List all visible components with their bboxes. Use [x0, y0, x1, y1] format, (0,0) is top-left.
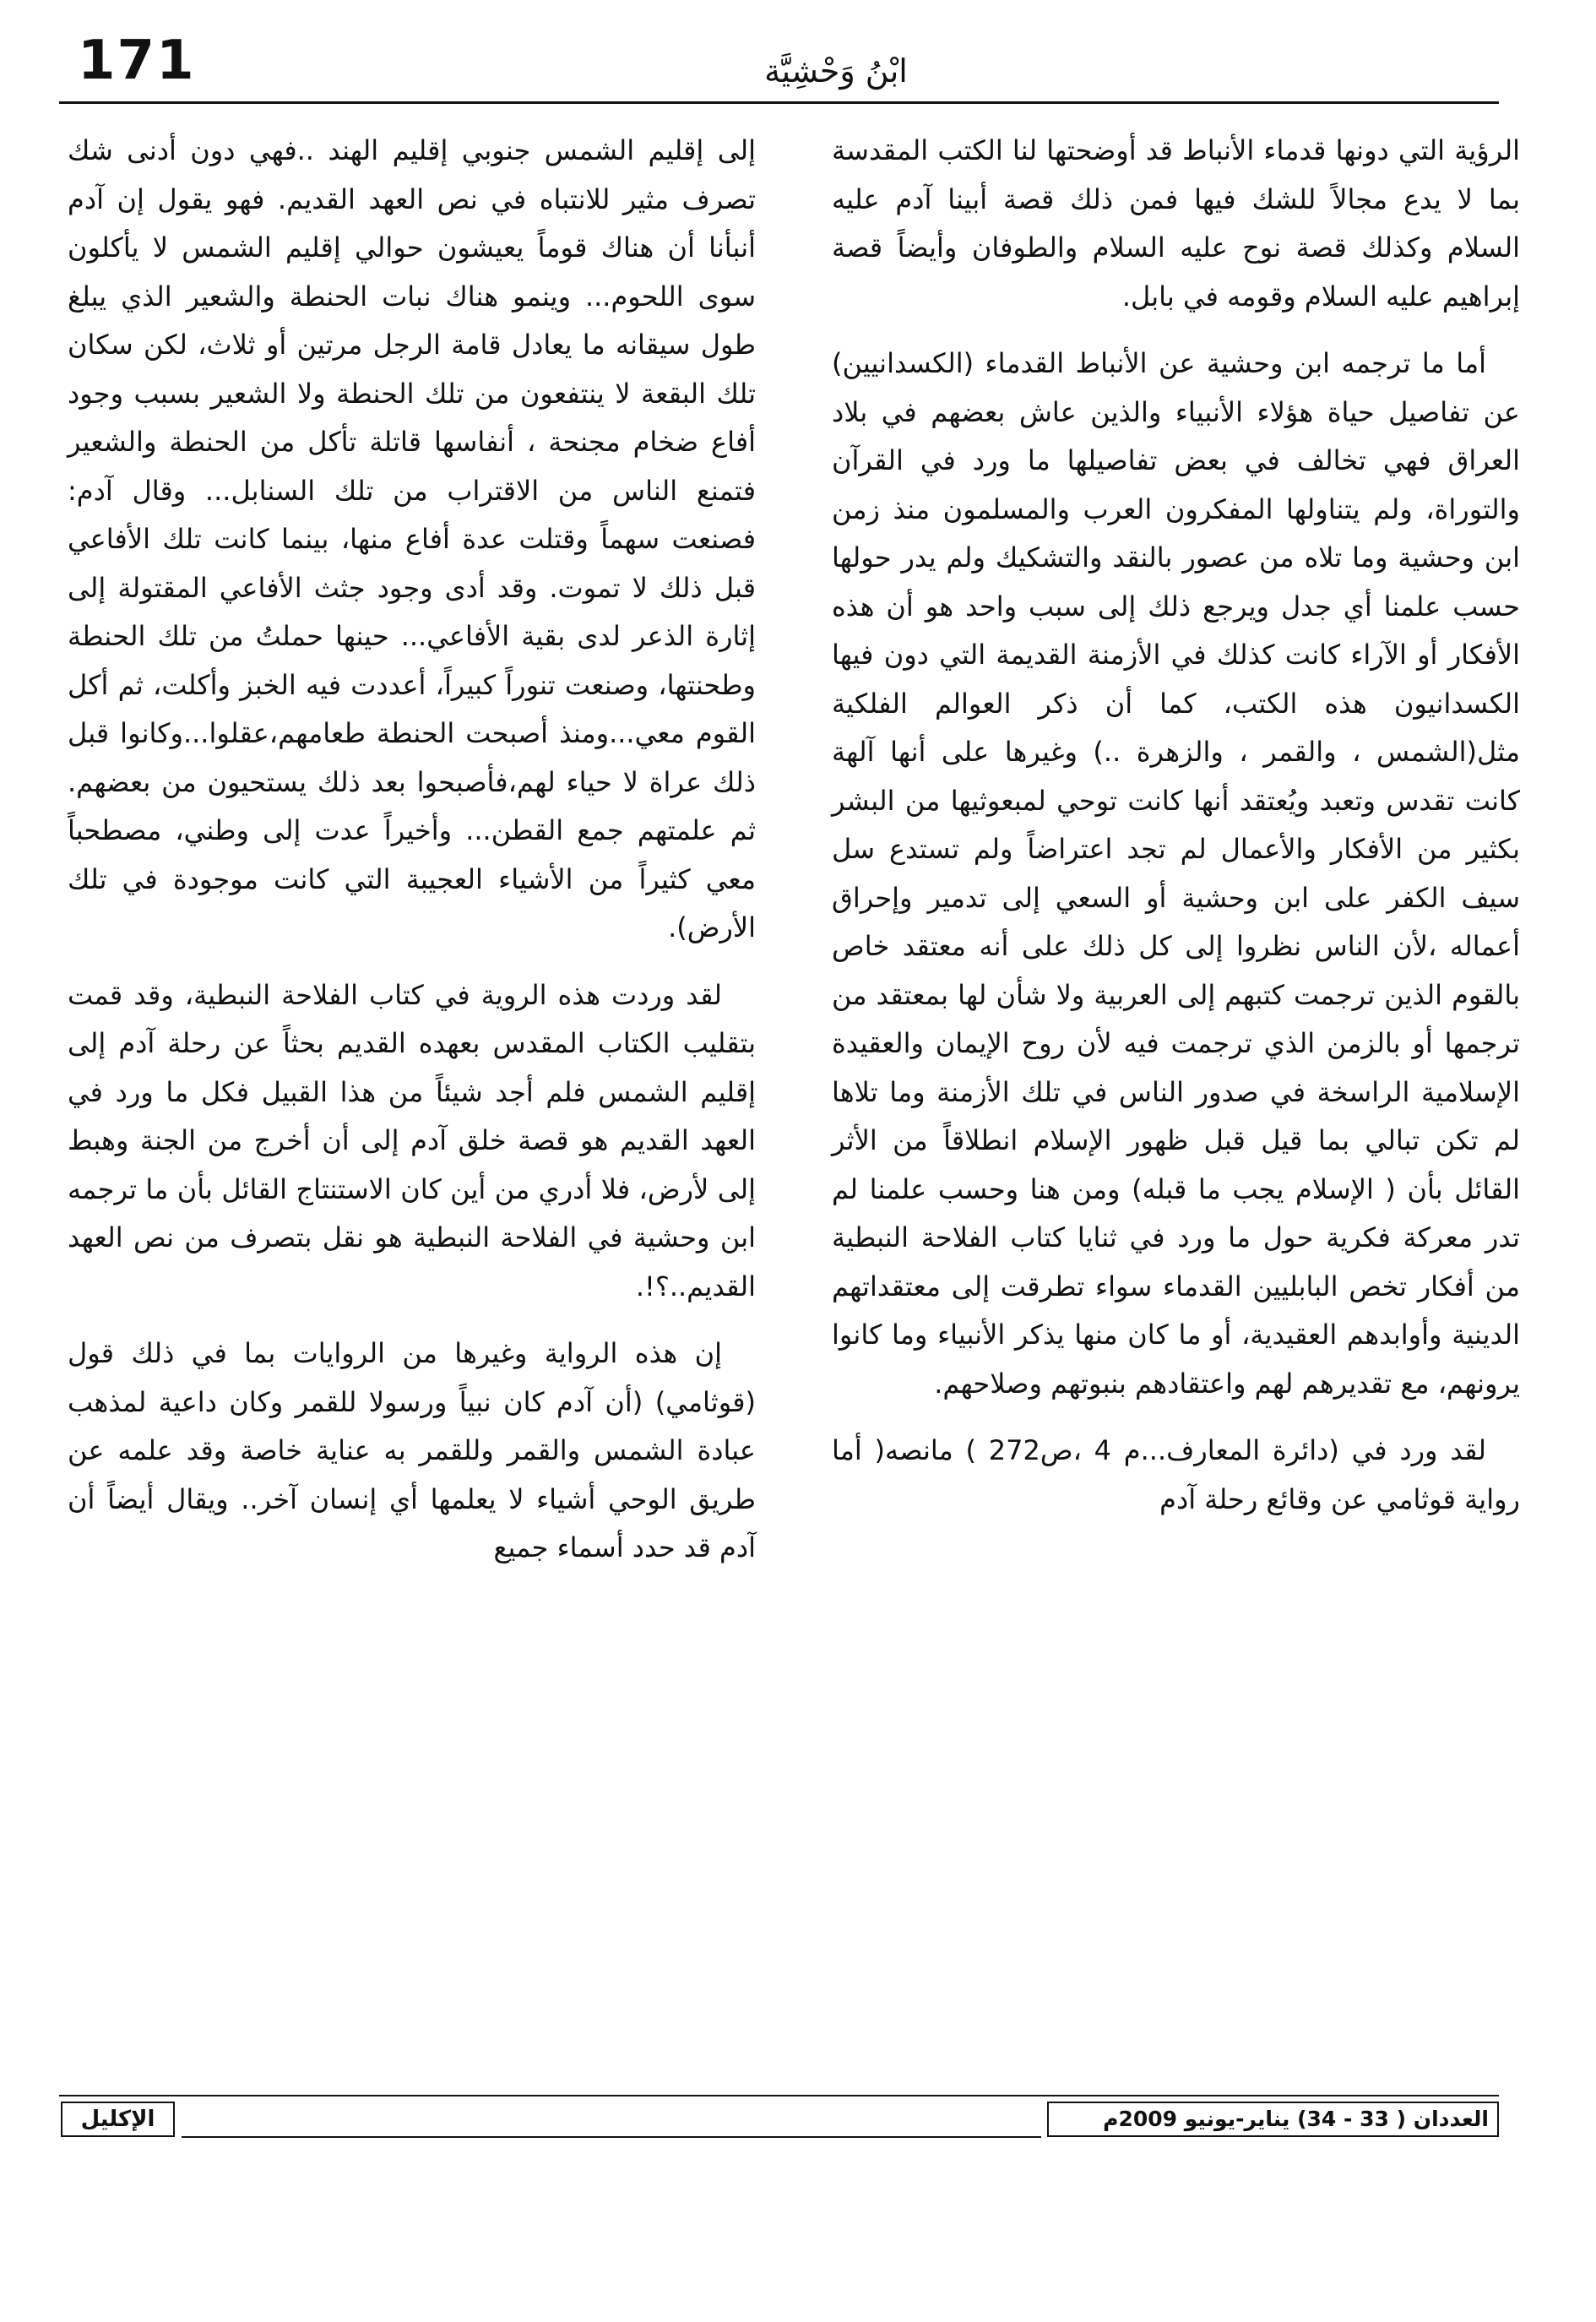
footer-divider [182, 2136, 1041, 2138]
paragraph: أما ما ترجمه ابن وحشية عن الأنباط القدماء (الكسدانيين) عن تفاصيل حياة هؤلاء الأنبياء والذين عاش بعضهم في بلاد العراق فهي تخالف في بعض تفاصيلها ما ورد في القرآن والتوراة، ولم يتناولها المفكرون العرب والمسلمون منذ زمن ابن وحشية وما تلاه من عصور بالنقد والتشكيك ولم يدر حولها حسب علمنا أي جدل ويرجع ذلك إلى سبب واحد هو أن هذه الأفكار أو الآراء كانت كذلك في الأزمنة القديمة التي دون فيها الكسدانيون هذه الكتب، كما أن ذكر العوالم الفلكية مثل(الشمس ، والقمر ، والزهرة ..) وغيرها على أنها آلهة كانت تقدس وتعبد ويُعتقد أنها كانت توحي لمبعوثيها من البشر بكثير من الأفكار والأعمال لم تجد اعتراضاً ولم تستدع سل سيف الكفر على ابن وحشية أو السعي إلى تدمير وإحراق أعماله ،لأن الناس نظروا إلى كل ذلك على أنه معتقد خاص بالقوم الذين ترجمت كتبهم إلى العربية ولا شأن لها بمعتقد من ترجمها أو بالزمن الذي ترجمت فيه لأن روح الإيمان والعقيدة الإسلامية الراسخة في صدور الناس في تلك الأزمنة وما تلاها لم تكن تبالي بما قيل قبل ظهور الإسلام انطلاقاً من الأثر القائل بأن ( الإسلام يجب ما قبله) ومن هنا وحسب علمنا لم تدر معركة فكرية حول ما ورد في ثنايا كتاب الفلاحة النبطية من أفكار تخص البابليين القدماء سواء تطرقت إلى معتقداتهم الدينية وأوابدهم العقيدية، أو ما كان منها يذكر الأنبياء وما كانوا يرونهم، مع تقديرهم لهم واعتقادهم بنبوتهم وصلاحهم. [832, 347, 1520, 1400]
paragraph: لقد ورد في (دائرة المعارف...م 4 ،ص272 ) مانصه( أما رواية قوثامي عن وقائع رحلة آدم [832, 1434, 1520, 1515]
paragraph: لقد وردت هذه الروية في كتاب الفلاحة النبطية، وقد قمت بتقليب الكتاب المقدس بعهده القديم بحثاً عن رحلة آدم إلى إقليم الشمس فلم أجد شيئاً من هذا القبيل فكل ما ورد في العهد القديم هو قصة خلق آدم إلى أن أخرج من الجنة وهبط إلى لأرض، فلا أدري من أين كان الاستنتاج القائل بأن ما ترجمه ابن وحشية في الفلاحة النبطية هو نقل بتصرف من نص العهد القديم..؟!. [68, 978, 756, 1302]
footer-rule [59, 2095, 1499, 2096]
left-column [68, 127, 756, 1591]
magazine-logo: الإكليل [61, 2102, 175, 2137]
right-column [832, 127, 1520, 1542]
footer-issue-label: العددان ( 33 - 34) يناير-يونيو 2009م [1047, 2102, 1499, 2137]
paragraph: إن هذه الرواية وغيرها من الروايات بما في ذلك قول (قوثامي) (أن آدم كان نبياً ورسولا للقمر وكان داعية لمذهب عبادة الشمس والقمر وللقمر به عناية خاصة وقد علمه عن طريق الوحي أشياء لا يعلمها أي إنسان آخر.. ويقال أيضاً أن آدم قد حدد أسماء جميع [68, 1337, 756, 1563]
running-title: ابْنُ وَحْشِيَّة [764, 52, 908, 90]
header-rule [59, 101, 1499, 104]
paragraph: الرؤية التي دونها قدماء الأنباط قد أوضحتها لنا الكتب المقدسة بما لا يدع مجالاً للشك فيها فمن ذلك قصة أبينا آدم عليه السلام وكذلك قصة نوح عليه السلام والطوفان وأيضاً قصة إبراهيم عليه السلام وقومه في بابل. [832, 134, 1520, 313]
page-number: 171 [78, 30, 196, 92]
paragraph: إلى إقليم الشمس جنوبي إقليم الهند ..فهي دون أدنى شك تصرف مثير للانتباه في نص العهد القديم. فهو يقول إن آدم أنبأنا أن هناك قوماً يعيشون حوالي إقليم الشمس لا يأكلون سوى اللحوم... وينمو هناك نبات الحنطة والشعير الذي يبلغ طول سيقانه ما يعادل قامة الرجل مرتين أو ثلاث، لكن سكان تلك البقعة لا ينتفعون من تلك الحنطة ولا الشعير بسبب وجود أفاع ضخام مجنحة ، أنفاسها قاتلة تأكل من الحنطة والشعير فتمنع الناس من الاقتراب من تلك السنابل... وقال آدم: فصنعت سهماً وقتلت عدة أفاع منها، بينما كانت تلك الأفاعي قبل ذلك لا تموت. وقد أدى وجود جثث الأفاعي المقتولة إلى إثارة الذعر لدى بقية الأفاعي... حينها حملتُ من تلك الحنطة وطحنتها، وصنعت تنوراً كبيراً، أعددت فيه الخبز وأكلت، ثم أكل القوم معي...ومنذ أصبحت الحنطة طعامهم،عقلوا...وكانوا قبل ذلك عراة لا حياء لهم،فأصبحوا بعد ذلك يستحيون من بعضهم. ثم علمتهم جمع القطن... وأخيراً عدت إلى وطني، مصطحباً معي كثيراً من الأشياء العجيبة التي كانت موجودة في تلك الأرض). [68, 134, 756, 943]
